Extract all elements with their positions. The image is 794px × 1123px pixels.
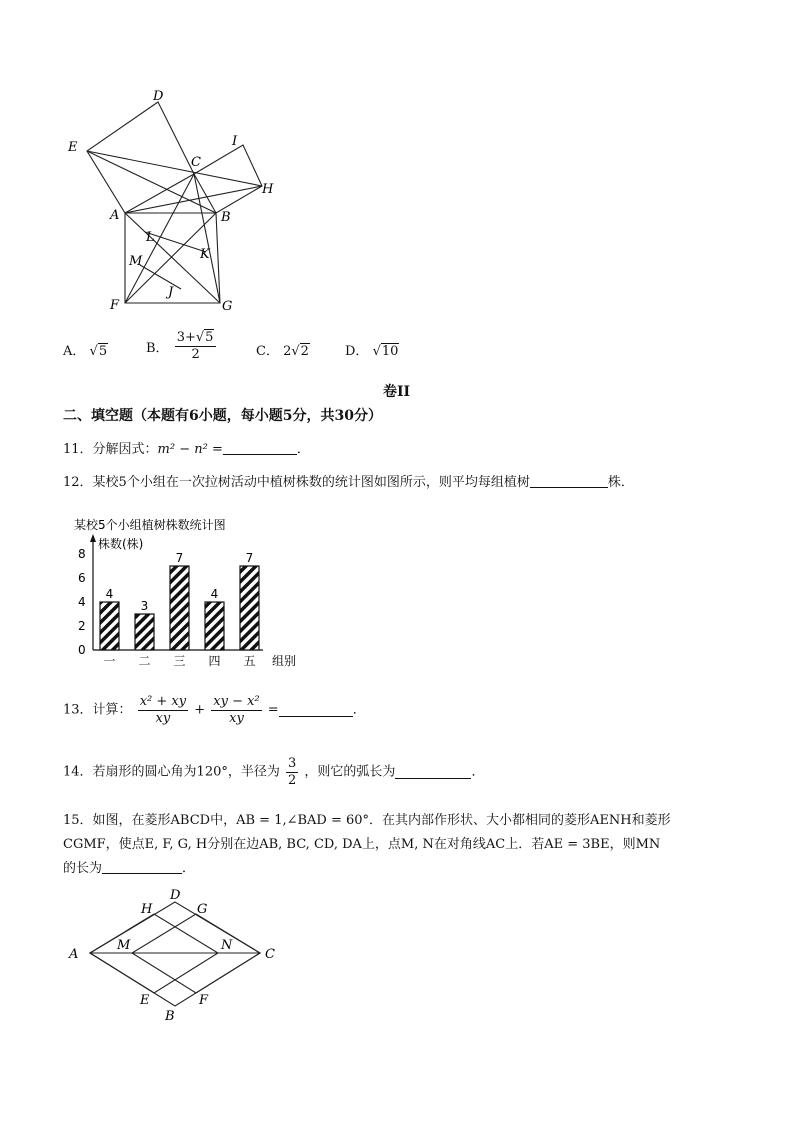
q15-line-1: 15．如图，在菱形ABCD中，AB = 1,∠BAD = 60°．在其内部作形状、大小都相同的菱形AENH和菱形 bbox=[63, 813, 671, 828]
category-label: 一 bbox=[103, 654, 116, 668]
rhombus-abcd bbox=[90, 902, 260, 1006]
label-d2: D bbox=[170, 888, 181, 903]
label-a2: A bbox=[69, 947, 79, 962]
label-c2: C bbox=[265, 947, 275, 962]
y-axis-arrow bbox=[90, 534, 96, 542]
y-tick-label: 0 bbox=[78, 643, 86, 657]
option-c-value: 2√2 bbox=[283, 344, 309, 359]
bar bbox=[100, 602, 119, 650]
answer-blank-13[interactable] bbox=[279, 704, 353, 717]
label-n2: N bbox=[221, 938, 233, 953]
label-h2: H bbox=[141, 902, 153, 917]
bar bbox=[240, 566, 259, 650]
bar-value-label: 3 bbox=[140, 599, 149, 613]
question-14: 14．若扇形的圆心角为120°，半径为 $\frac{3}{2}$ ，则它的弧长为 ． bbox=[63, 756, 485, 788]
category-label: 四 bbox=[208, 654, 221, 668]
q15-line-2: CGMF，使点E, F, G, H分别在边AB, BC, CD, DA上，点M, N在对角线AC上．若AE = 3BE，则MN bbox=[63, 837, 661, 852]
chart-ylabel: 株数(株) bbox=[98, 537, 144, 551]
option-b[interactable] bbox=[146, 330, 218, 363]
bar-value-label: 7 bbox=[245, 551, 254, 565]
answer-blank-14[interactable] bbox=[395, 766, 471, 779]
figure-rhombus bbox=[62, 884, 292, 1024]
category-label: 三 bbox=[173, 654, 186, 668]
bar-value-label: 4 bbox=[105, 587, 114, 601]
label-i: I bbox=[232, 134, 238, 149]
option-a-value: √5 bbox=[89, 344, 108, 359]
label-l: L bbox=[146, 230, 155, 245]
label-b: B bbox=[221, 210, 231, 225]
q13-fraction-2: $\frac{\text{xy − x²}}{xy}$ bbox=[213, 694, 260, 726]
chart-title: 某校5个小组植树株数统计图 bbox=[74, 518, 226, 532]
label-b2: B bbox=[165, 1009, 175, 1024]
y-tick-label: 4 bbox=[78, 595, 86, 609]
option-b-fraction: $\frac{3+√5}{2}$ bbox=[175, 330, 217, 363]
label-d: D bbox=[153, 89, 164, 104]
option-d[interactable] bbox=[345, 340, 399, 359]
chart-xlabel: 组别 bbox=[272, 654, 297, 668]
square-acde bbox=[87, 102, 194, 213]
bar bbox=[170, 566, 189, 650]
figure-pythagoras bbox=[60, 88, 290, 320]
question-12: 12．某校5个小组在一次拉树活动中植树株数的统计图如图所示，则平均每组植树 株． bbox=[63, 475, 634, 490]
question-11: 11．分解因式：m² − n² = ． bbox=[63, 442, 310, 457]
category-label: 二 bbox=[138, 654, 151, 668]
line-ah bbox=[125, 186, 262, 213]
label-a: A bbox=[110, 208, 120, 223]
volume-title: 卷II bbox=[383, 384, 411, 400]
y-tick-label: 2 bbox=[78, 619, 86, 633]
option-c[interactable] bbox=[256, 340, 310, 359]
bar-value-label: 4 bbox=[210, 587, 219, 601]
line-cg bbox=[194, 174, 220, 303]
answer-blank-15[interactable] bbox=[102, 861, 182, 874]
y-tick-label: 6 bbox=[78, 571, 86, 585]
label-j: J bbox=[168, 285, 174, 300]
q13-fraction-1: $\frac{\text{x² + xy}}{xy}$ bbox=[139, 694, 187, 726]
label-m2: M bbox=[117, 938, 131, 953]
label-f2: F bbox=[199, 993, 209, 1008]
question-15: 15．如图，在菱形ABCD中，AB = 1,∠BAD = 60°．在其内部作形状、大小都相同的菱形AENH和菱形 CGMF，使点E, F, G, H分别在边AB, BC, CD, DA上，点M, N在对角线AC上．若AE = 3BE，则MN 的长为 ． bbox=[63, 809, 743, 881]
option-c-letter: C． bbox=[256, 344, 279, 359]
label-g2: G bbox=[197, 902, 208, 917]
label-e2: E bbox=[140, 993, 150, 1008]
q14-fraction: $\frac{3}{2}$ bbox=[288, 756, 297, 788]
label-m: M bbox=[129, 254, 143, 269]
bar bbox=[135, 614, 154, 650]
label-e: E bbox=[68, 140, 78, 155]
bar-chart bbox=[60, 512, 300, 672]
option-b-letter: B． bbox=[146, 341, 169, 356]
bar-value-label: 7 bbox=[175, 551, 184, 565]
y-tick-label: 8 bbox=[78, 547, 86, 561]
label-f: F bbox=[110, 298, 120, 313]
q15-line-3: 的长为 bbox=[63, 861, 103, 876]
label-g: G bbox=[222, 299, 233, 314]
answer-blank-11[interactable] bbox=[223, 442, 297, 455]
question-13: 13．计算： $\frac{\text{x² + xy}}{xy}$ + $\frac{\text{xy − x²}}{xy}$ = ． bbox=[63, 694, 366, 726]
label-k: K bbox=[200, 247, 210, 262]
option-a[interactable] bbox=[63, 340, 108, 359]
answer-blank-12[interactable] bbox=[530, 475, 608, 488]
bar bbox=[205, 602, 224, 650]
line-eh bbox=[87, 151, 262, 186]
option-d-letter: D． bbox=[345, 344, 369, 359]
category-label: 五 bbox=[243, 654, 256, 668]
section-title: 二、填空题（本题有6小题，每小题5分，共30分） bbox=[63, 408, 382, 424]
option-a-letter: A． bbox=[63, 344, 86, 359]
option-d-value: √10 bbox=[372, 344, 399, 359]
label-h: H bbox=[262, 182, 274, 197]
label-c: C bbox=[191, 155, 201, 170]
